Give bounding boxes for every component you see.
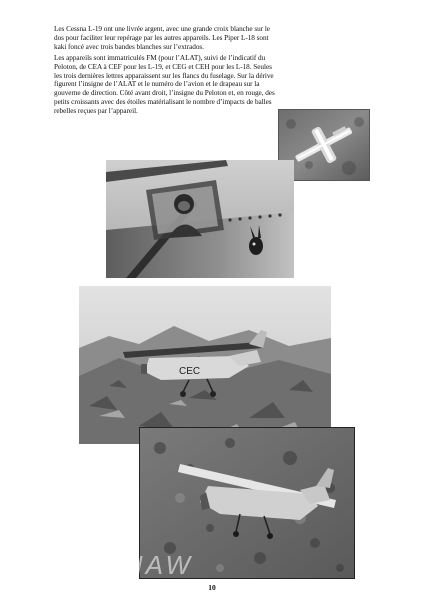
paragraph-2: Les appareils sont immatriculés FM (pour l’ALAT), suivi de l’indicatif du Peloton, de CEA à CEF pour les L-19, et CEG et CEH pour les L-18. Seules les trois dernières lettres apparaissent sur les flancs du fuselage. Sur la dérive figurent l’insigne de l’ALAT et le numéro de l’avion et le drapeau sur la gouverne de direction. Côté avant droit, l’insigne du Peloton et, en rouge, des petits croissants avec des étoiles matérialisant le nombre d’impacts de balles rebelles reçues par l’appareil.: [54, 53, 275, 116]
plane-marking-label: CEC: [179, 366, 201, 377]
photo-plane-over-mountains: [79, 286, 331, 444]
photo-cockpit-pilot: [106, 160, 294, 278]
watermark-text: LENAW: [86, 550, 193, 580]
article-text: [54, 25, 280, 118]
photo-mountain-image: [79, 286, 331, 444]
paragraph-1: Les Cessna L-19 ont une livrée argent, avec une grande croix blanche sur le dos pour faciliter leur repérage par les autres appareils. Les Piper L-18 sont kaki foncé avec trois bandes blanches sur l’extrados.: [54, 25, 270, 51]
photo-cockpit-image: [106, 160, 294, 278]
page-number: 10: [208, 583, 216, 592]
